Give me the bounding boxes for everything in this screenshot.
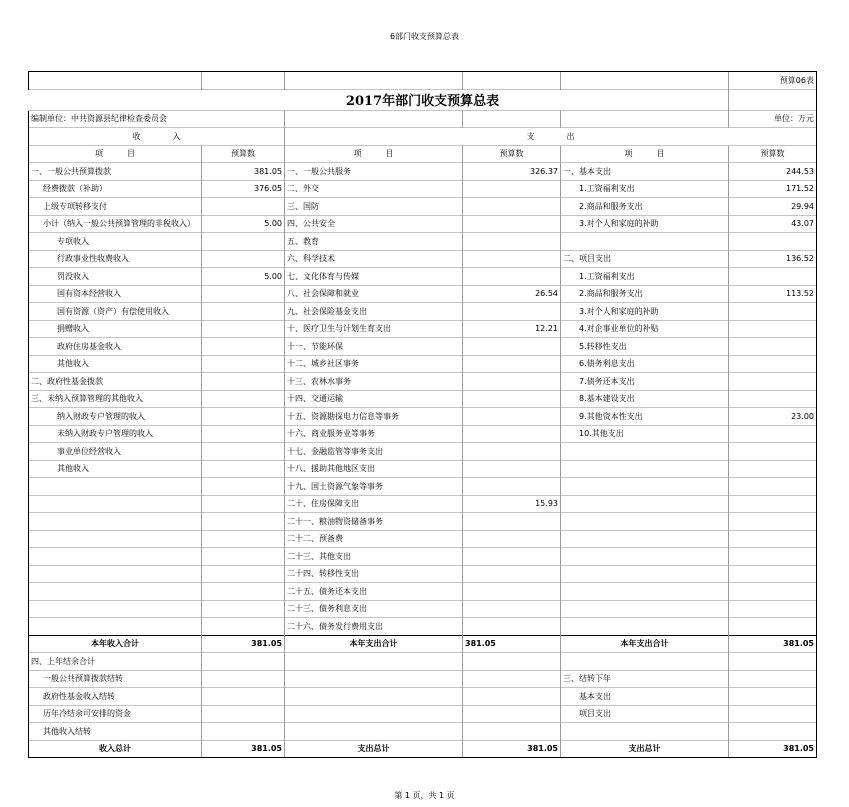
income-item	[29, 495, 202, 513]
function-expense-item: 六、科学技术	[285, 250, 463, 268]
economic-expense-item: 二、项目支出	[561, 250, 729, 268]
carry-function-item	[285, 670, 463, 688]
function-expense-budget	[463, 233, 561, 251]
income-item: 专项收入	[29, 233, 202, 251]
budget-summary-table	[28, 71, 817, 758]
income-budget-header: 预算数	[202, 145, 285, 163]
income-budget	[202, 233, 285, 251]
function-expense-budget: 326.37	[463, 163, 561, 181]
carry-income-budget	[202, 653, 285, 671]
economic-expense-budget: 23.00	[729, 408, 817, 426]
function-expense-item: 二十二、预备费	[285, 530, 463, 548]
function-expense-item: 十五、资源勘探电力信息等事务	[285, 408, 463, 426]
economic-expense-budget	[729, 373, 817, 391]
economic-expense-budget: 244.53	[729, 163, 817, 181]
function-expense-item: 十八、援助其他地区支出	[285, 460, 463, 478]
income-item: 未纳入财政专户管理的收入	[29, 425, 202, 443]
income-item: 其他收入	[29, 460, 202, 478]
year-spend-total-label: 本年支出合计	[561, 635, 729, 653]
function-expense-budget: 15.93	[463, 495, 561, 513]
function-expense-item: 十一、节能环保	[285, 338, 463, 356]
carry-expense-item: 三、结转下年	[561, 670, 729, 688]
economic-expense-item: 5.转移性支出	[561, 338, 729, 356]
page-footer: 第 1 页，共 1 页	[394, 791, 455, 800]
function-expense-item: 二十、住房保障支出	[285, 495, 463, 513]
carry-expense-budget	[729, 688, 817, 706]
carry-expense-item: 基本支出	[561, 688, 729, 706]
function-expense-item: 二、外交	[285, 180, 463, 198]
table-row	[29, 268, 817, 286]
function-expense-item: 十、医疗卫生与计划生育支出	[285, 320, 463, 338]
economic-expense-item: 2.商品和服务支出	[561, 285, 729, 303]
income-item: 其他收入	[29, 355, 202, 373]
income-budget	[202, 355, 285, 373]
income-budget	[202, 338, 285, 356]
income-item-header: 项 目	[29, 145, 202, 163]
function-budget-header: 预算数	[463, 145, 561, 163]
table-row	[29, 250, 817, 268]
function-expense-item: 十六、商业服务业等事务	[285, 425, 463, 443]
income-item	[29, 513, 202, 531]
carry-expense-item: 项目支出	[561, 705, 729, 723]
table-row	[29, 373, 817, 391]
year-expense-total-label: 本年支出合计	[285, 635, 463, 653]
carry-function-budget	[463, 653, 561, 671]
economic-expense-item: 2.商品和服务支出	[561, 198, 729, 216]
carry-income-budget	[202, 723, 285, 741]
carry-income-budget	[202, 688, 285, 706]
carry-income-item: 一般公共预算拨款结转	[29, 670, 202, 688]
carry-income-item: 其他收入结转	[29, 723, 202, 741]
economic-expense-item	[561, 618, 729, 636]
carry-function-item	[285, 653, 463, 671]
function-expense-budget	[463, 408, 561, 426]
function-expense-item: 二十六、债务发行费用支出	[285, 618, 463, 636]
economic-expense-item: 7.债务还本支出	[561, 373, 729, 391]
function-expense-budget	[463, 180, 561, 198]
economic-expense-budget	[729, 443, 817, 461]
income-item	[29, 600, 202, 618]
economic-expense-budget	[729, 495, 817, 513]
function-expense-item: 一、一般公共服务	[285, 163, 463, 181]
table-row	[29, 565, 817, 583]
income-total-label: 收入总计	[29, 740, 202, 758]
income-budget	[202, 390, 285, 408]
compiling-unit: 编制单位：中共资源县纪律检查委员会	[29, 110, 285, 128]
function-expense-budget	[463, 443, 561, 461]
economic-expense-budget	[729, 478, 817, 496]
function-expense-item: 十九、国土资源气象等事务	[285, 478, 463, 496]
economic-expense-item: 8.基本建设支出	[561, 390, 729, 408]
expense-section-header: 支 出	[285, 128, 817, 146]
carry-over-row	[29, 723, 817, 741]
carry-income-budget	[202, 670, 285, 688]
income-budget	[202, 530, 285, 548]
income-budget	[202, 513, 285, 531]
economic-expense-budget	[729, 600, 817, 618]
function-expense-budget: 12.21	[463, 320, 561, 338]
economic-expense-budget	[729, 513, 817, 531]
carry-expense-budget	[729, 653, 817, 671]
table-row	[29, 163, 817, 181]
table-row	[29, 443, 817, 461]
economic-expense-item	[561, 443, 729, 461]
income-budget	[202, 320, 285, 338]
table-row	[29, 513, 817, 531]
carry-income-item: 政府性基金收入结转	[29, 688, 202, 706]
table-row	[29, 285, 817, 303]
economic-expense-item: 10.其他支出	[561, 425, 729, 443]
carry-expense-item	[561, 723, 729, 741]
function-expense-item: 十三、农林水事务	[285, 373, 463, 391]
unit-measure: 单位：万元	[729, 110, 817, 128]
table-row	[29, 408, 817, 426]
function-expense-item: 二十三、其他支出	[285, 548, 463, 566]
unit-row	[29, 110, 817, 128]
table-row	[29, 495, 817, 513]
table-row	[29, 548, 817, 566]
grand-total-row	[29, 740, 817, 758]
income-total: 381.05	[202, 740, 285, 758]
economic-expense-budget: 136.52	[729, 250, 817, 268]
income-item: 行政事业性收费收入	[29, 250, 202, 268]
income-budget	[202, 250, 285, 268]
table-row	[29, 320, 817, 338]
economic-expense-budget	[729, 460, 817, 478]
carry-function-budget	[463, 723, 561, 741]
carry-expense-item	[561, 653, 729, 671]
carry-over-row	[29, 688, 817, 706]
economic-expense-item	[561, 478, 729, 496]
function-expense-budget	[463, 530, 561, 548]
function-expense-item: 十四、交通运输	[285, 390, 463, 408]
economic-expense-budget	[729, 530, 817, 548]
function-expense-budget	[463, 618, 561, 636]
table-row	[29, 478, 817, 496]
spend-total-label: 支出总计	[561, 740, 729, 758]
income-budget	[202, 618, 285, 636]
page-header: 6部门收支预算总表	[389, 32, 460, 41]
table-row	[29, 618, 817, 636]
function-expense-budget	[463, 600, 561, 618]
economic-expense-budget	[729, 390, 817, 408]
carry-over-row	[29, 705, 817, 723]
carry-over-row	[29, 670, 817, 688]
economic-expense-budget: 43.07	[729, 215, 817, 233]
function-expense-item: 二十一、粮油物资储备事务	[285, 513, 463, 531]
economic-expense-item	[561, 495, 729, 513]
economic-expense-budget	[729, 425, 817, 443]
table-row	[29, 303, 817, 321]
income-item	[29, 478, 202, 496]
carry-income-item: 历年冷结余可安排的资金	[29, 705, 202, 723]
form-number: 预算06表	[729, 72, 817, 90]
table-row	[29, 425, 817, 443]
income-item: 上级专项转移支付	[29, 198, 202, 216]
income-item: 一、一般公共预算拨款	[29, 163, 202, 181]
income-item: 捐赠收入	[29, 320, 202, 338]
table-row	[29, 355, 817, 373]
carry-function-budget	[463, 705, 561, 723]
economic-expense-item: 6.债务利息支出	[561, 355, 729, 373]
economic-expense-budget	[729, 268, 817, 286]
income-budget	[202, 565, 285, 583]
table-title: 2017年部门收支预算总表	[285, 89, 561, 110]
economic-expense-budget	[729, 303, 817, 321]
carry-over-row	[29, 653, 817, 671]
income-item: 政府住房基金收入	[29, 338, 202, 356]
carry-function-item	[285, 723, 463, 741]
table-row	[29, 600, 817, 618]
function-expense-budget	[463, 513, 561, 531]
year-spend-total: 381.05	[729, 635, 817, 653]
carry-function-budget	[463, 688, 561, 706]
carry-function-item	[285, 705, 463, 723]
income-budget	[202, 583, 285, 601]
economic-expense-item: 4.对企事业单位的补贴	[561, 320, 729, 338]
economic-expense-budget: 29.94	[729, 198, 817, 216]
function-expense-item: 五、教育	[285, 233, 463, 251]
income-budget	[202, 478, 285, 496]
function-expense-item: 十七、金融监管等事务支出	[285, 443, 463, 461]
title-row	[29, 89, 817, 110]
table-row	[29, 460, 817, 478]
income-item: 经费拨款（补助）	[29, 180, 202, 198]
economic-expense-item	[561, 583, 729, 601]
income-budget	[202, 425, 285, 443]
function-expense-item: 八、社会保障和就业	[285, 285, 463, 303]
economic-expense-budget	[729, 338, 817, 356]
economic-expense-budget: 113.52	[729, 285, 817, 303]
economic-expense-item: 3.对个人和家庭的补助	[561, 215, 729, 233]
economic-expense-item	[561, 460, 729, 478]
economic-item-header: 项 目	[561, 145, 729, 163]
table-row	[29, 233, 817, 251]
income-item: 国有资本经营收入	[29, 285, 202, 303]
economic-expense-budget	[729, 618, 817, 636]
income-budget	[202, 495, 285, 513]
expense-total-label: 支出总计	[285, 740, 463, 758]
economic-expense-budget: 171.52	[729, 180, 817, 198]
economic-expense-item: 9.其他资本性支出	[561, 408, 729, 426]
function-expense-budget	[463, 460, 561, 478]
income-budget: 5.00	[202, 215, 285, 233]
table-row	[29, 180, 817, 198]
income-item: 小计（纳入一般公共预算管理的非税收入）	[29, 215, 202, 233]
function-expense-item: 七、文化体育与传媒	[285, 268, 463, 286]
economic-expense-budget	[729, 233, 817, 251]
income-budget: 5.00	[202, 268, 285, 286]
income-budget	[202, 303, 285, 321]
function-expense-item: 九、社会保险基金支出	[285, 303, 463, 321]
economic-expense-budget	[729, 583, 817, 601]
function-item-header: 项 目	[285, 145, 463, 163]
function-expense-item: 三、国防	[285, 198, 463, 216]
income-item: 三、未纳入预算管理的其他收入	[29, 390, 202, 408]
form-number-row	[29, 72, 817, 90]
spend-total: 381.05	[729, 740, 817, 758]
table-row	[29, 338, 817, 356]
income-budget	[202, 548, 285, 566]
income-budget: 376.05	[202, 180, 285, 198]
function-expense-item: 二十四、转移性支出	[285, 565, 463, 583]
function-expense-budget	[463, 355, 561, 373]
economic-budget-header: 预算数	[729, 145, 817, 163]
economic-expense-item: 1.工资福利支出	[561, 180, 729, 198]
expense-total: 381.05	[463, 740, 561, 758]
year-income-total: 381.05	[202, 635, 285, 653]
function-expense-budget	[463, 373, 561, 391]
table-row	[29, 390, 817, 408]
economic-expense-item: 3.对个人和家庭的补助	[561, 303, 729, 321]
carry-expense-budget	[729, 705, 817, 723]
income-item: 国有资源（资产）有偿使用收入	[29, 303, 202, 321]
income-section-header: 收 入	[29, 128, 285, 146]
income-item	[29, 565, 202, 583]
function-expense-budget	[463, 548, 561, 566]
year-total-row	[29, 635, 817, 653]
economic-expense-budget	[729, 548, 817, 566]
table-row	[29, 198, 817, 216]
function-expense-budget	[463, 268, 561, 286]
income-budget	[202, 285, 285, 303]
section-header-row	[29, 128, 817, 146]
carry-expense-budget	[729, 723, 817, 741]
income-budget	[202, 600, 285, 618]
economic-expense-item	[561, 233, 729, 251]
function-expense-budget	[463, 198, 561, 216]
year-expense-total: 381.05	[463, 635, 561, 653]
income-item	[29, 548, 202, 566]
table-row	[29, 215, 817, 233]
table-row	[29, 530, 817, 548]
income-budget: 381.05	[202, 163, 285, 181]
column-header-row	[29, 145, 817, 163]
economic-expense-item: 1.工资福利支出	[561, 268, 729, 286]
income-item: 事业单位经营收入	[29, 443, 202, 461]
economic-expense-budget	[729, 320, 817, 338]
function-expense-budget	[463, 425, 561, 443]
income-item: 二、政府性基金拨款	[29, 373, 202, 391]
function-expense-item: 二十三、债务利息支出	[285, 600, 463, 618]
economic-expense-item	[561, 565, 729, 583]
income-budget	[202, 408, 285, 426]
income-budget	[202, 443, 285, 461]
income-budget	[202, 460, 285, 478]
economic-expense-item	[561, 548, 729, 566]
function-expense-budget	[463, 215, 561, 233]
function-expense-budget	[463, 390, 561, 408]
income-budget	[202, 373, 285, 391]
economic-expense-budget	[729, 355, 817, 373]
function-expense-budget	[463, 583, 561, 601]
function-expense-budget: 26.54	[463, 285, 561, 303]
income-item	[29, 530, 202, 548]
income-budget	[202, 198, 285, 216]
carry-income-item: 四、上年结余合计	[29, 653, 202, 671]
carry-income-budget	[202, 705, 285, 723]
function-expense-budget	[463, 250, 561, 268]
carry-function-item	[285, 688, 463, 706]
function-expense-budget	[463, 303, 561, 321]
income-item	[29, 583, 202, 601]
carry-expense-budget	[729, 670, 817, 688]
economic-expense-item	[561, 530, 729, 548]
function-expense-budget	[463, 338, 561, 356]
income-item	[29, 618, 202, 636]
economic-expense-item	[561, 600, 729, 618]
economic-expense-budget	[729, 565, 817, 583]
economic-expense-item	[561, 513, 729, 531]
year-income-total-label: 本年收入合计	[29, 635, 202, 653]
function-expense-item: 二十五、债务还本支出	[285, 583, 463, 601]
carry-function-budget	[463, 670, 561, 688]
function-expense-item: 四、公共安全	[285, 215, 463, 233]
function-expense-budget	[463, 565, 561, 583]
income-item: 纳入财政专户管理的收入	[29, 408, 202, 426]
income-item: 罚没收入	[29, 268, 202, 286]
table-row	[29, 583, 817, 601]
economic-expense-item: 一、基本支出	[561, 163, 729, 181]
function-expense-budget	[463, 478, 561, 496]
function-expense-item: 十二、城乡社区事务	[285, 355, 463, 373]
